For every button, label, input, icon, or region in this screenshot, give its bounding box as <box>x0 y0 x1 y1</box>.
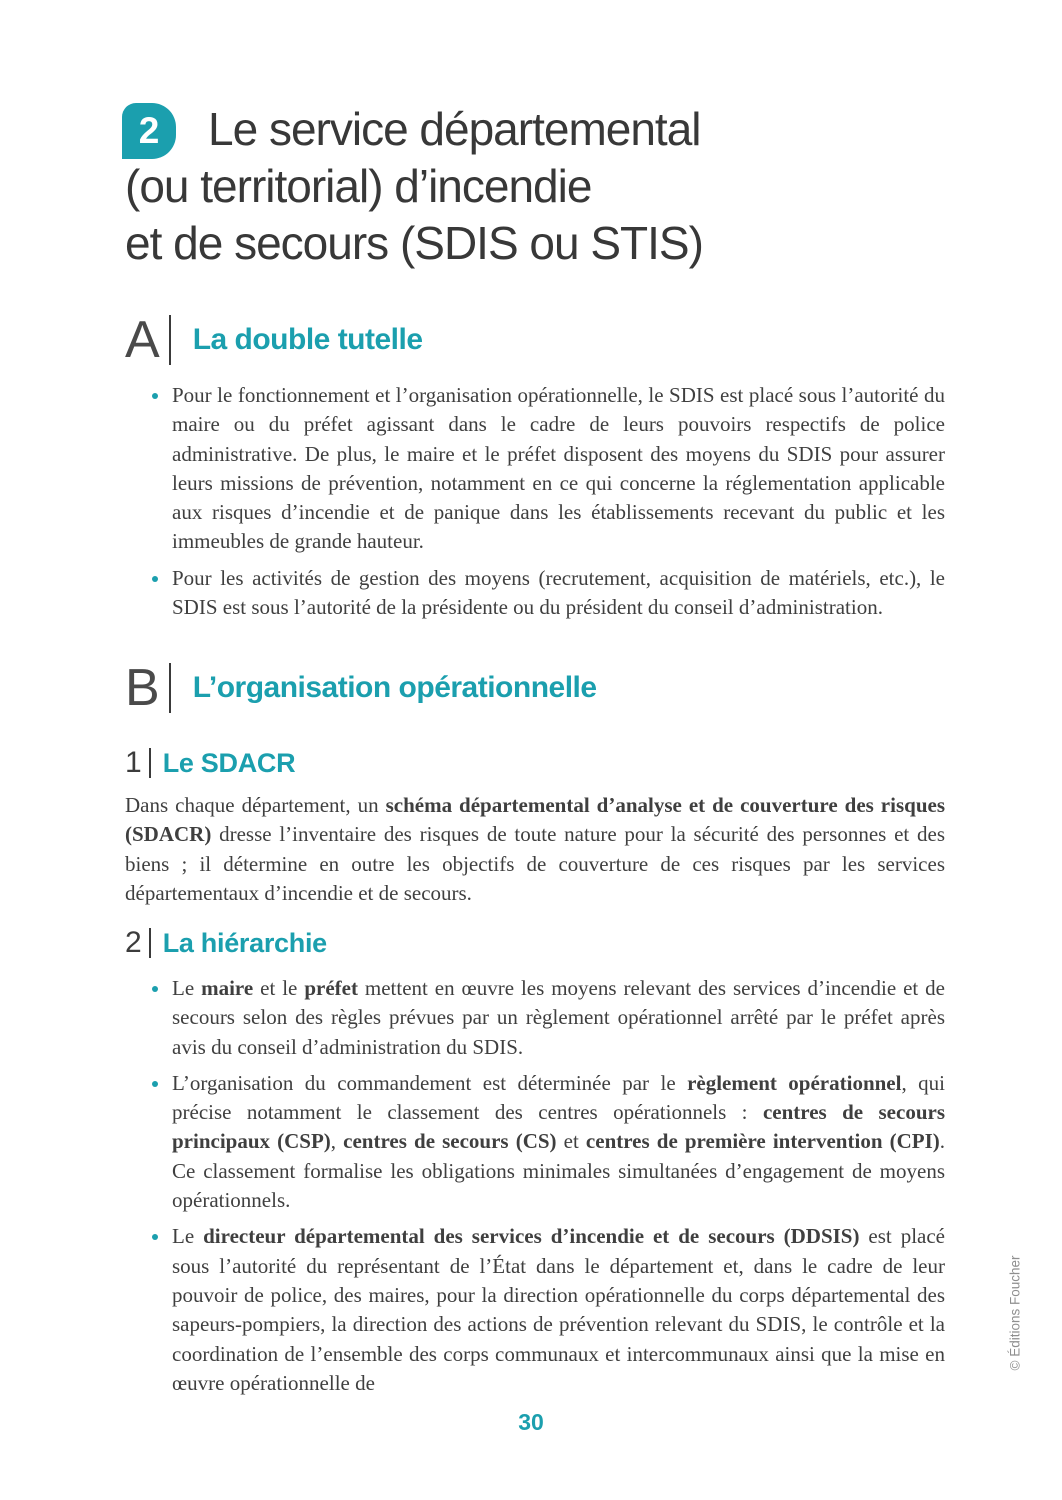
bullet-text: L’organisation du commandement est déterminée par le règlement opérationnel, qui précise notamment le classement des centres opérationnels : centres de secours principaux (CSP), centres de secours (CS) et centres de première intervention (CPI). Ce classement formalise les obligations minimales simultanées d’engagement de moyens opérationnels. <box>172 1070 946 1213</box>
subsection-1-number: 1 <box>125 746 142 779</box>
list-item <box>125 1069 945 1215</box>
section-a-title: La double tutelle <box>192 323 423 356</box>
sdacr-paragraph: Dans chaque département, un schéma départemental d’analyse et de couverture des risques (SDACR) dresse l’inventaire des risques de toute nature pour la sécurité des personnes et des biens ; il détermine en outre les objectifs de couverture de ces risques par les services départementaux d’incendie et de secours. <box>125 793 945 905</box>
hierarchy-bullet-list <box>125 974 945 1405</box>
list-item <box>125 1222 945 1398</box>
page-number: 30 <box>518 1409 544 1435</box>
section-b-letter: B <box>125 659 160 717</box>
bullet-text: Le maire et le préfet mettent en œuvre les moyens relevant des services d’incendie et de secours selon des règles prévues par un règlement opérationnel arrêté par le préfet après avis du conseil d’administration du SDIS. <box>172 976 946 1059</box>
bullet-text: Le directeur départemental des services d’incendie et de secours (DDSIS) est placé sous l’autorité du représentant de l’État dans le département et, dans le cadre de leur pouvoir de police, des maires, pour la direction opérationnelle du corps départemental des sapeurs-pompiers, la direction des actions de prévention relevant du SDIS, le contrôle et la coordination de l’ensemble des corps communaux et intercommunaux ainsi que la mise en œuvre opérationnelle de <box>172 1224 946 1395</box>
subsection-1-heading <box>125 746 295 780</box>
section-b-title: L’organisation opérationnelle <box>192 671 597 704</box>
section-a-letter: A <box>125 311 160 369</box>
bullet-icon <box>152 576 158 582</box>
section-divider <box>169 663 171 713</box>
chapter-title-line-2: (ou territorial) d’incendie <box>125 160 592 212</box>
subsection-2-title: La hiérarchie <box>162 927 327 958</box>
subsection-divider <box>149 928 151 958</box>
list-item <box>125 564 945 623</box>
chapter-title <box>125 101 845 272</box>
subsection-2-heading <box>125 926 327 960</box>
subsection-divider <box>149 748 151 778</box>
bullet-text: Pour les activités de gestion des moyens (recrutement, acquisition de matériels, etc.), le SDIS est sous l’autorité de la présidente ou du président du conseil d’administration. <box>172 565 945 620</box>
section-b-heading <box>125 659 597 717</box>
bullet-icon <box>152 986 158 992</box>
chapter-number-badge: 2 <box>122 103 176 159</box>
subsection-2-number: 2 <box>125 926 142 959</box>
section-divider <box>169 315 171 365</box>
subsection-1-title: Le SDACR <box>162 747 296 778</box>
bullet-icon <box>152 393 158 399</box>
chapter-header <box>125 101 845 272</box>
list-item <box>125 381 945 557</box>
bullet-text: Pour le fonctionnement et l’organisation opérationnelle, le SDIS est placé sous l’autorité du maire ou du préfet agissant dans le cadre de leurs pouvoirs respectifs de police administrative. De plus, le maire et le préfet disposent des moyens du SDIS pour assurer leurs missions de prévention, notamment en ce qui concerne la réglementation applicable aux risques d’incendie et de panique dans les établissements recevant du public et les immeubles de grande hauteur. <box>172 383 945 554</box>
section-a-heading <box>125 311 423 369</box>
list-item <box>125 974 945 1062</box>
section-a-bullet-list <box>125 381 945 629</box>
bullet-icon <box>152 1081 158 1087</box>
bullet-icon <box>152 1234 158 1240</box>
chapter-title-line-1: Le service départemental <box>208 103 701 155</box>
copyright-notice: © Éditions Foucher <box>1007 1255 1023 1371</box>
chapter-title-line-3: et de secours (SDIS ou STIS) <box>125 217 703 269</box>
